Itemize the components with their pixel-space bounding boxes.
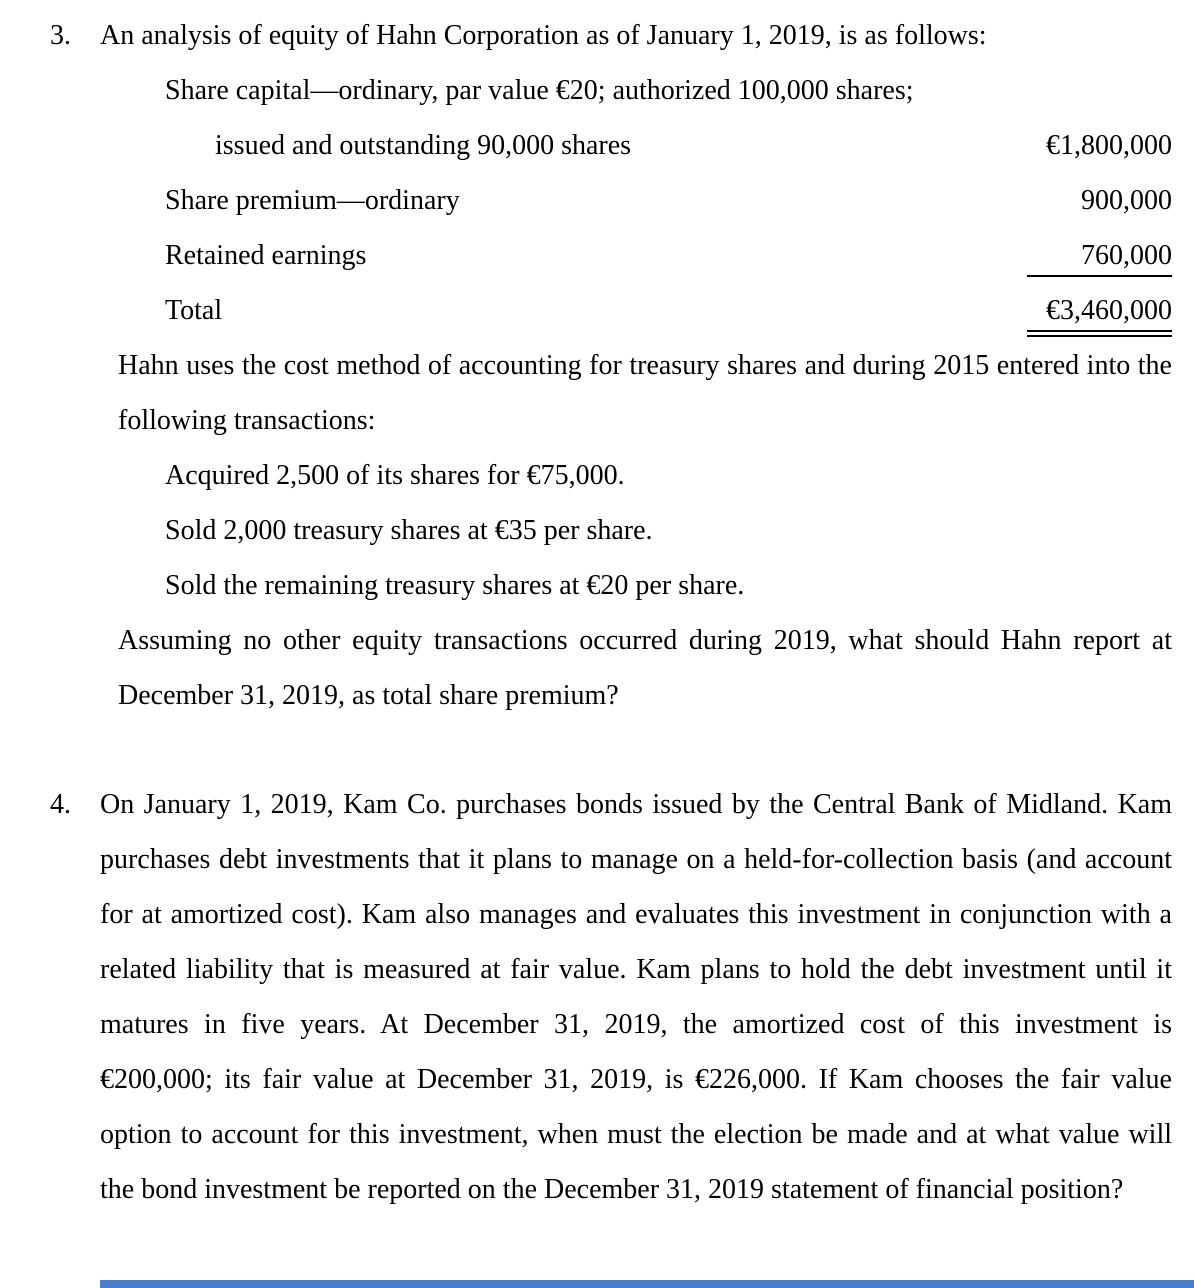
transaction-line: Sold the remaining treasury shares at €20 per share. bbox=[165, 570, 745, 601]
question-3-number: 3. bbox=[50, 20, 71, 51]
paragraph-cost-method: Hahn uses the cost method of accounting for treasury shares and during 2015 entered into the following transactions: bbox=[118, 350, 1172, 436]
row-label: Retained earnings bbox=[165, 240, 367, 271]
table-row bbox=[100, 173, 1172, 228]
row-label: issued and outstanding 90,000 shares bbox=[215, 130, 632, 161]
table-row bbox=[100, 118, 1172, 173]
question-3-prompt: Assuming no other equity transactions occurred during 2019, what should Hahn report at December 31, 2019, as total share premium? bbox=[118, 625, 1172, 711]
row-label: Share premium—ordinary bbox=[165, 185, 460, 216]
equity-table bbox=[100, 63, 1172, 338]
row-value: €1,800,000 bbox=[1046, 130, 1172, 161]
row-value-double-underlined: €3,460,000 bbox=[1027, 293, 1172, 337]
row-value: 900,000 bbox=[1081, 185, 1172, 216]
transaction-line: Acquired 2,500 of its shares for €75,000. bbox=[165, 460, 625, 491]
question-3-body bbox=[100, 8, 1172, 723]
question-4-text: On January 1, 2019, Kam Co. purchases bonds issued by the Central Bank of Midland. Kam purchases debt investments that it plans to manage on a held-for-collection basis (and account for at amortized cost). Kam also manages and evaluates this investment in conjunction with a related liability that is measured at fair value. Kam plans to hold the debt investment until it matures in five years. At December 31, 2019, the amortized cost of this investment is €200,000; its fair value at December 31, 2019, is €226,000. If Kam chooses the fair value option to account for this investment, when must the election be made and at what value will the bond investment be reported on the December 31, 2019 statement of financial position? bbox=[100, 789, 1172, 1205]
question-3 bbox=[50, 8, 1172, 723]
table-row bbox=[100, 228, 1172, 283]
table-row bbox=[100, 63, 1172, 118]
question-3-intro: An analysis of equity of Hahn Corporation as of January 1, 2019, is as follows: bbox=[100, 20, 987, 51]
row-value bbox=[1027, 98, 1172, 99]
row-label: Share capital—ordinary, par value €20; authorized 100,000 shares; bbox=[165, 75, 914, 106]
question-4-body bbox=[100, 777, 1172, 1217]
table-row bbox=[100, 283, 1172, 338]
row-label: Total bbox=[165, 295, 223, 326]
row-value-underlined: 760,000 bbox=[1027, 238, 1172, 277]
bottom-accent-bar bbox=[100, 1280, 1194, 1288]
question-4 bbox=[50, 777, 1172, 1217]
question-4-number: 4. bbox=[50, 789, 71, 820]
transaction-line: Sold 2,000 treasury shares at €35 per share. bbox=[165, 515, 653, 546]
